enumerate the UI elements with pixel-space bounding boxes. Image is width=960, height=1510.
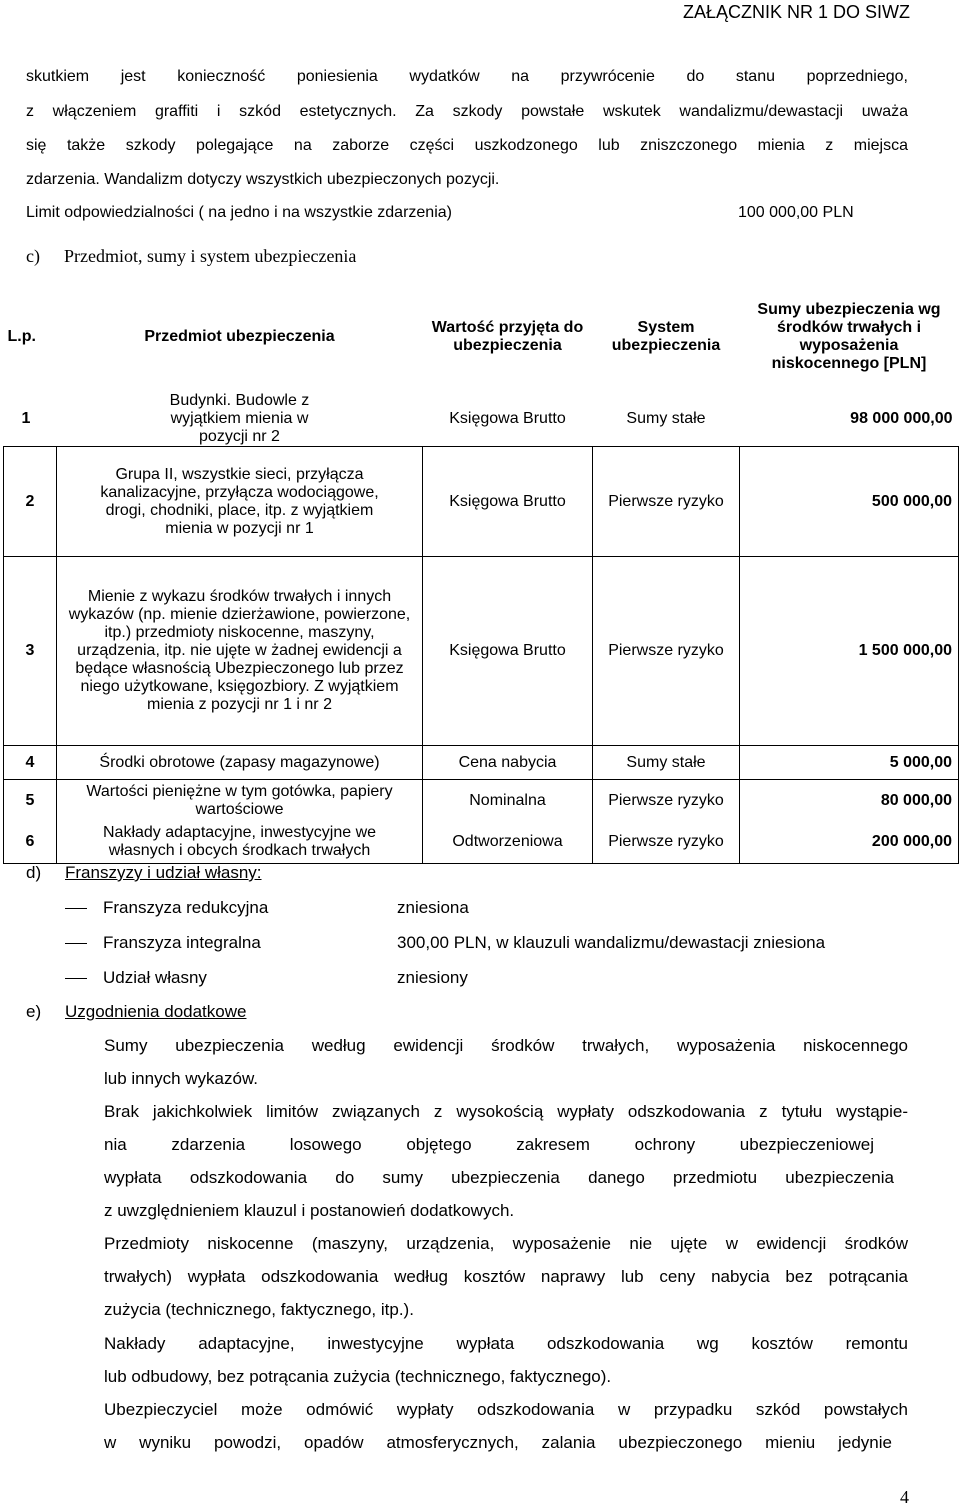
limit-value: 100 000,00 PLN [738,204,854,221]
deductible-value: 300,00 PLN, w klauzuli wandalizmu/dewastacji zniesiona [397,933,826,952]
table-row [4,780,959,822]
intro-line-4: zdarzenia. Wandalizm dotyczy wszystkich ubezpieczonych pozycji. [26,171,500,188]
intro-line-1: skutkiem jest konieczność poniesienia wydatków na przywrócenie do stanu poprzedniego, [26,68,908,85]
agreement-line: Ubezpieczyciel może odmówić wypłaty odszkodowania w przypadku szkód powstałych [104,1400,908,1419]
header-lp: L.p. [7,328,36,345]
deductible-label: Franszyza redukcyjna [103,898,269,917]
section-c-title: Przedmiot, sumy i system ubezpieczenia [64,246,357,266]
table-row [4,392,959,447]
table-row [4,822,959,864]
row-lp: 5 [4,780,57,822]
deductible-label: Udział własny [103,968,207,987]
header-item: Przedmiot ubezpieczenia [144,328,335,345]
row-system: Pierwsze ryzyko [593,447,740,557]
row-sum: 1 500 000,00 [740,557,959,746]
row-sum: 200 000,00 [740,822,959,864]
agreement-line: z uwzględnieniem klauzul i postanowień dodatkowych. [104,1201,515,1220]
row-system: Sumy stałe [626,410,706,427]
deductible-label: Franszyza integralna [103,933,261,952]
intro-line-2: z włączeniem graffiti i szkód estetycznych. Za szkody powstałe wskutek wandalizmu/dewastacji uważa [26,103,908,120]
page-number: 4 [900,1487,909,1507]
section-d-title: Franszyzy i udział własny: [65,863,262,882]
table-header-row [4,282,959,392]
agreement-line: trwałych) wypłata odszkodowania według kosztów naprawy lub ceny nabycia bez potrącania [104,1267,908,1286]
row-lp: 6 [4,822,57,864]
row-lp: 4 [4,746,57,780]
section-c-letter: c) [26,246,40,266]
table-row [4,746,959,780]
dash-bullet [65,978,87,979]
row-sum: 80 000,00 [740,780,959,822]
deductible-row [65,933,261,953]
row-system: Pierwsze ryzyko [593,780,740,822]
header-sum: Sumy ubezpieczenia wg środków trwałych i wyposażenia niskocennego [PLN] [757,301,941,372]
header-value: Wartość przyjęta do ubezpieczenia [431,319,584,354]
agreement-line: wypłata odszkodowania do sumy ubezpieczenia danego przedmiotu ubezpieczenia [104,1168,894,1187]
row-value: Księgowa Brutto [423,557,593,746]
table-row [4,557,959,746]
row-system: Sumy stałe [593,746,740,780]
row-system: Pierwsze ryzyko [593,557,740,746]
agreement-line: Brak jakichkolwiek limitów związanych z wysokością wypłaty odszkodowania z tytułu wystąpie- [104,1102,908,1121]
agreement-line: lub odbudowy, bez potrącania zużycia (technicznego, faktycznego). [104,1367,612,1386]
dash-bullet [65,943,87,944]
section-e-letter: e) [26,1002,42,1021]
row-value: Odtworzeniowa [423,822,593,864]
agreement-line: Sumy ubezpieczenia według ewidencji środków trwałych, wyposażenia niskocennego [104,1036,908,1055]
insurance-table [3,282,959,864]
row-value: Księgowa Brutto [423,447,593,557]
row-lp: 2 [4,447,57,557]
dash-bullet [65,908,87,909]
row-value: Cena nabycia [423,746,593,780]
agreement-line: lub innych wykazów. [104,1069,259,1088]
agreement-line: Nakłady adaptacyjne, inwestycyjne wypłata odszkodowania wg kosztów remontu [104,1334,908,1353]
row-item: Nakłady adaptacyjne, inwestycyjne we własnych i obcych środkach trwałych [57,822,423,864]
intro-line-3: się także szkody polegające na zaborze części uszkodzonego lub zniszczonego mienia z miejsca [26,137,908,154]
row-system: Pierwsze ryzyko [593,822,740,864]
row-lp: 1 [21,410,31,427]
deductible-row [65,898,268,918]
row-value: Księgowa Brutto [449,410,566,427]
table-row [4,447,959,557]
agreement-line: zużycia (technicznego, faktycznego, itp.). [104,1300,414,1319]
header-system: System ubezpieczenia [611,319,721,354]
row-item: Budynki. Budowle z wyjątkiem mienia w pozycji nr 2 [169,392,310,445]
deductible-value: zniesiony [397,968,468,987]
document-header: ZAŁĄCZNIK NR 1 DO SIWZ [682,2,910,22]
row-item: Środki obrotowe (zapasy magazynowe) [57,746,423,780]
agreement-line: Przedmioty niskocenne (maszyny, urządzenia, wyposażenie nie ujęte w ewidencji środków [104,1234,908,1253]
agreement-line: w wyniku powodzi, opadów atmosferycznych, zalania ubezpieczonego mieniu jedynie [104,1433,892,1452]
row-lp: 3 [4,557,57,746]
row-item: Mienie z wykazu środków trwałych i innych wykazów (np. mienie dzierżawione, powierzone, itp.) przedmioty niskocenne, maszyny, urządzenia, itp. nie ujęte w żadnej ewidencji a będące własnością Ubezpieczonego lub przez niego użytkowane, księgozbiory. Z wyjątkiem mienia z pozycji nr 1 i nr 2 [57,557,423,746]
section-d-letter: d) [26,863,42,882]
row-sum: 98 000 000,00 [850,410,953,427]
section-e-title: Uzgodnienia dodatkowe [65,1002,247,1021]
row-item: Grupa II, wszystkie sieci, przyłącza kanalizacyjne, przyłącza wodociągowe, drogi, chodniki, place, itp. z wyjątkiem mienia w pozycji nr 1 [57,447,423,557]
deductible-value: zniesiona [397,898,469,917]
row-value: Nominalna [423,780,593,822]
deductible-row [65,968,207,988]
limit-label: Limit odpowiedzialności ( na jedno i na wszystkie zdarzenia) [26,204,452,221]
row-sum: 5 000,00 [740,746,959,780]
agreement-line: nia zdarzenia losowego objętego zakresem ochrony ubezpieczeniowej [104,1135,874,1154]
row-sum: 500 000,00 [740,447,959,557]
row-item: Wartości pieniężne w tym gotówka, papiery wartościowe [57,780,423,822]
